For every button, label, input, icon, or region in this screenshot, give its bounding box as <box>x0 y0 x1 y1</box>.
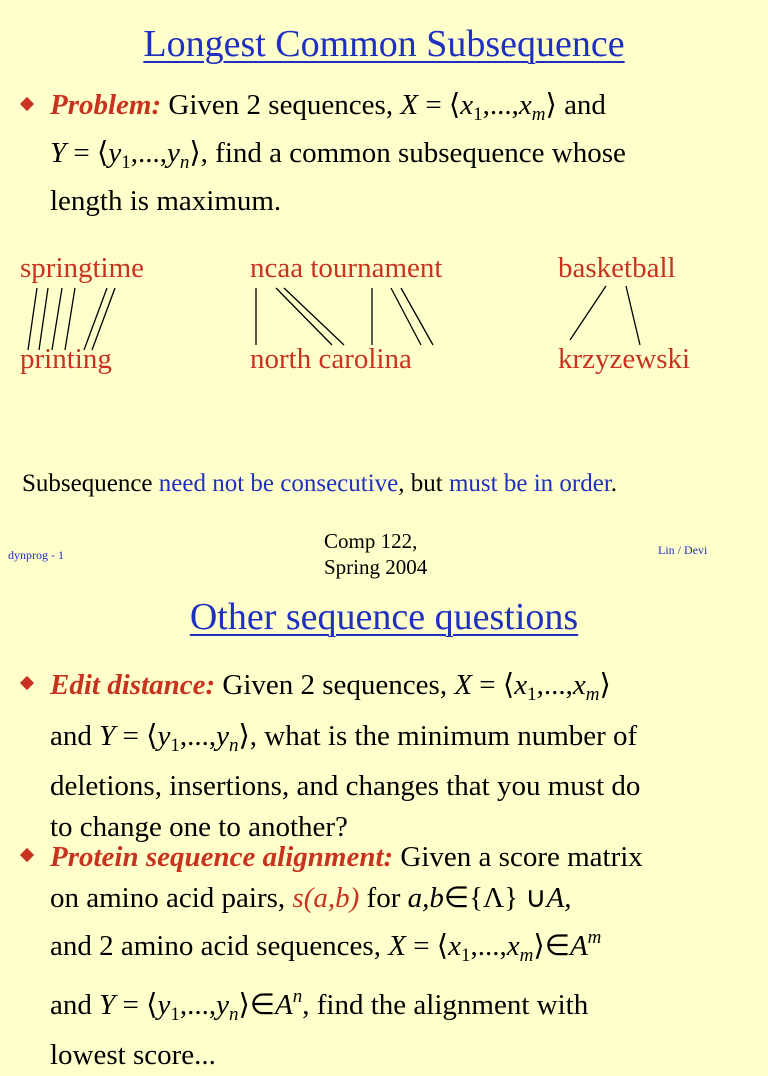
edit-distance-text: Edit distance: Given 2 sequences, $X = ⟨x_1,...,x_m⟩$ and $Y = ⟨y_1,...,y_n⟩$, what is the minimum number of deletions, insertions, and changes that you must do to change one to another? <box>50 669 641 843</box>
footer-slide-id: dynprog - 1 <box>8 548 64 562</box>
example-top-word: ncaa tournament <box>250 252 443 284</box>
example-top-word: springtime <box>20 252 145 284</box>
slide-2 <box>0 575 768 1071</box>
example-bottom-word: printing <box>20 343 112 375</box>
slide-title: Other sequence questions <box>189 596 579 638</box>
footer-course: Comp 122, Spring 2004 <box>324 529 428 579</box>
protein-alignment-bullet <box>22 837 752 1076</box>
problem-text: Problem: Given 2 sequences, $X = ⟨x_1,...,x_m⟩$ and $Y = ⟨y_1,...,y_n⟩$, find a common subsequence whose length is maximum. <box>50 89 626 217</box>
example-bottom-word: north carolina <box>250 343 412 375</box>
edit-distance-bullet <box>22 665 752 847</box>
example-bottom-word: krzyzewski <box>558 343 691 375</box>
slide-title: Longest Common Subsequence <box>143 23 625 65</box>
protein-alignment-text: Protein sequence alignment: Given a score matrix on amino acid pairs, s(a,b) for a,b∈{Λ} ∪A, and 2 amino acid sequences, $X = ⟨x_1,...,x_m⟩\in A^m$ and $Y = ⟨y_1,...,y_n⟩\in A^n$, find the alignment with lowest score... <box>50 841 643 1071</box>
subsequence-note: Subsequence need not be consecutive, but must be in order. <box>22 470 618 497</box>
example-top-word: basketball <box>558 252 676 284</box>
footer-authors: Lin / Devi <box>658 543 708 557</box>
